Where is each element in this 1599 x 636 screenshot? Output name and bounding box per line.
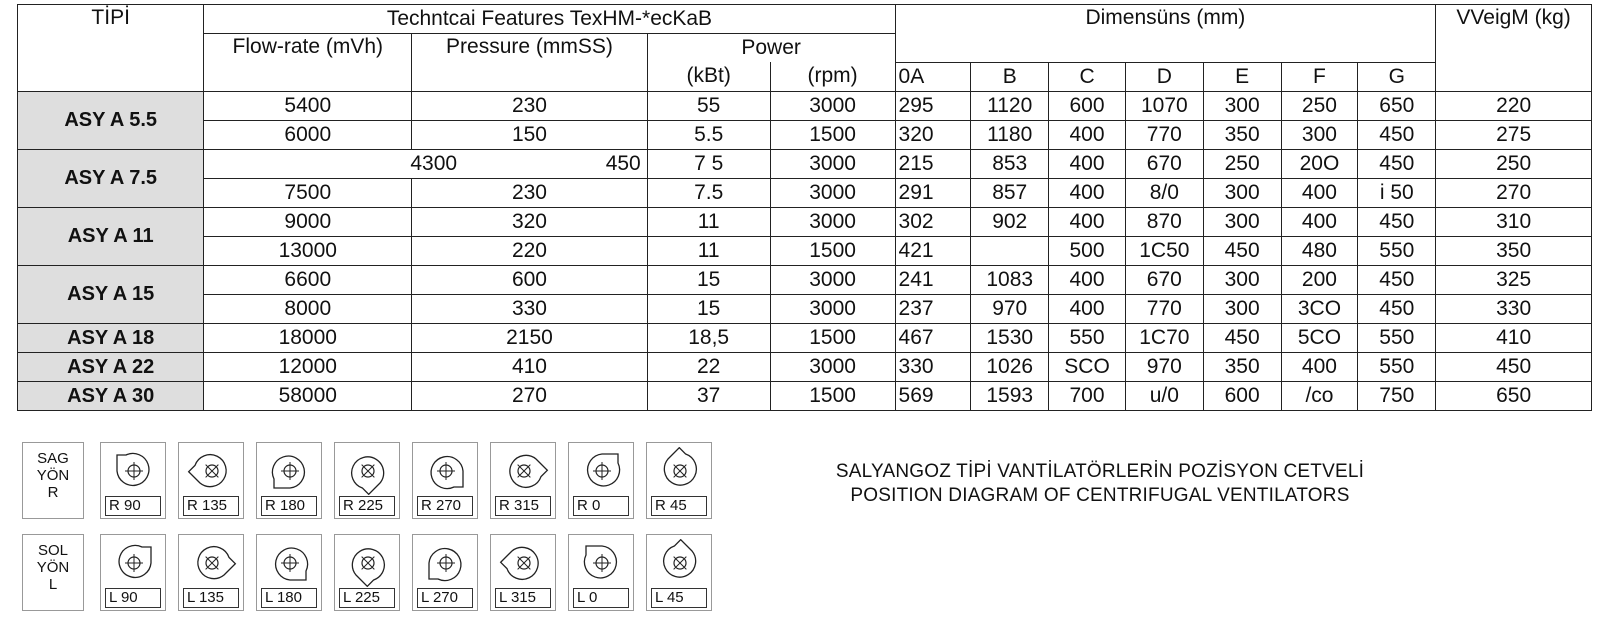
position-label: L 270	[417, 588, 473, 608]
kbt-value: 55	[647, 91, 770, 120]
position-cell	[568, 442, 634, 519]
w-value: 410	[1436, 323, 1592, 352]
fan-scroll-icon	[187, 539, 237, 587]
position-label: L 315	[495, 588, 551, 608]
position-cell	[490, 442, 556, 519]
b-value: 1120	[971, 91, 1049, 120]
header-g: G	[1358, 62, 1436, 91]
g-value: 650	[1358, 91, 1436, 120]
table-row	[18, 265, 1592, 294]
diagram-caption	[750, 460, 1450, 508]
position-cell	[646, 534, 712, 611]
direction-label-line: R	[47, 484, 59, 501]
w-value: 325	[1436, 265, 1592, 294]
position-cell	[334, 534, 400, 611]
flow-value: 18000	[204, 323, 412, 352]
position-cell	[178, 442, 244, 519]
c-value: 400	[1049, 207, 1126, 236]
w-value: 270	[1436, 178, 1592, 207]
pressure-value: 410	[412, 352, 648, 381]
position-label: L 225	[339, 588, 395, 608]
pressure-value: 600	[412, 265, 648, 294]
e-value: 300	[1203, 265, 1281, 294]
header-rpm: (rpm)	[770, 62, 895, 91]
fan-scroll-icon	[421, 539, 471, 587]
c-value: 700	[1049, 381, 1126, 410]
a-value: 291	[895, 178, 971, 207]
table-row	[18, 178, 1592, 207]
position-label: R 315	[495, 496, 551, 516]
d-value: 770	[1125, 294, 1203, 323]
pressure-value: 150	[412, 120, 648, 149]
kbt-value: 15	[647, 265, 770, 294]
c-value: 550	[1049, 323, 1126, 352]
w-value: 250	[1436, 149, 1592, 178]
e-value: 450	[1203, 236, 1281, 265]
position-label: R 135	[183, 496, 239, 516]
e-value: 300	[1203, 294, 1281, 323]
position-cell	[100, 534, 166, 611]
flow-value: 13000	[204, 236, 412, 265]
pressure-value: 220	[412, 236, 648, 265]
pressure-value: 2150	[412, 323, 648, 352]
d-value: 1C50	[1125, 236, 1203, 265]
flow-value: 7500	[204, 178, 412, 207]
fan-scroll-icon	[499, 539, 549, 587]
position-label: L 135	[183, 588, 239, 608]
position-label: L 0	[573, 588, 629, 608]
model-name: ASY A 7.5	[18, 149, 204, 207]
rpm-value: 3000	[770, 178, 895, 207]
e-value: 300	[1203, 178, 1281, 207]
fan-scroll-icon	[343, 539, 393, 587]
e-value: 600	[1203, 381, 1281, 410]
header-flow: Flow-rate (mVh)	[204, 34, 412, 92]
position-cell	[256, 442, 322, 519]
f-value: /co	[1281, 381, 1358, 410]
e-value: 300	[1203, 91, 1281, 120]
d-value: 970	[1125, 352, 1203, 381]
pressure-value: 230	[412, 91, 648, 120]
table-row	[18, 381, 1592, 410]
kbt-value: 18,5	[647, 323, 770, 352]
header-weight: VVeigM (kg)	[1436, 5, 1592, 92]
flow-value: 58000	[204, 381, 412, 410]
fan-scroll-icon	[109, 539, 159, 587]
a-value: 237	[895, 294, 971, 323]
model-name: ASY A 18	[18, 323, 204, 352]
position-label: R 180	[261, 496, 317, 516]
pressure-value: 330	[412, 294, 648, 323]
c-value: SCO	[1049, 352, 1126, 381]
header-power: Power	[647, 34, 895, 63]
table-row	[18, 236, 1592, 265]
f-value: 400	[1281, 178, 1358, 207]
header-dims: Dimensüns (mm)	[895, 5, 1436, 63]
rpm-value: 1500	[770, 381, 895, 410]
f-value: 400	[1281, 207, 1358, 236]
c-value: 400	[1049, 294, 1126, 323]
position-label: R 225	[339, 496, 395, 516]
left-label	[22, 534, 84, 611]
position-cell	[568, 534, 634, 611]
position-cell	[334, 442, 400, 519]
flow-value: 12000	[204, 352, 412, 381]
a-value: 330	[895, 352, 971, 381]
rpm-value: 3000	[770, 294, 895, 323]
b-value: 1083	[971, 265, 1049, 294]
f-value: 3CO	[1281, 294, 1358, 323]
position-cell	[412, 442, 478, 519]
d-value: 770	[1125, 120, 1203, 149]
flow-value: 6000	[204, 120, 412, 149]
direction-label-line: YÖN	[36, 559, 70, 576]
g-value: 550	[1358, 323, 1436, 352]
caption-line-2: POSITION DIAGRAM OF CENTRIFUGAL VENTILATORS	[850, 485, 1350, 506]
model-name: ASY A 11	[18, 207, 204, 265]
fan-scroll-icon	[265, 539, 315, 587]
direction-label-line: YÖN	[36, 467, 70, 484]
table-row	[18, 294, 1592, 323]
flow-pressure-merged-cell	[204, 149, 647, 178]
flow-value: 6600	[204, 265, 412, 294]
e-value: 450	[1203, 323, 1281, 352]
b-value: 853	[971, 149, 1049, 178]
a-value: 569	[895, 381, 971, 410]
model-name: ASY A 22	[18, 352, 204, 381]
rpm-value: 3000	[770, 91, 895, 120]
kbt-value: 11	[647, 207, 770, 236]
e-value: 300	[1203, 207, 1281, 236]
model-name: ASY A 5.5	[18, 91, 204, 149]
e-value: 350	[1203, 120, 1281, 149]
rpm-value: 3000	[770, 352, 895, 381]
b-value: 1593	[971, 381, 1049, 410]
c-value: 500	[1049, 236, 1126, 265]
fan-scroll-icon	[343, 447, 393, 495]
fan-scroll-icon	[655, 447, 705, 495]
b-value: 1026	[971, 352, 1049, 381]
table-row	[18, 352, 1592, 381]
c-value: 400	[1049, 265, 1126, 294]
model-name: ASY A 15	[18, 265, 204, 323]
c-value: 400	[1049, 178, 1126, 207]
caption-line-1: SALYANGOZ TİPİ VANTİLATÖRLERİN POZİSYON CETVELİ	[835, 461, 1365, 482]
header-tech: Techntcai Features TexHM-*ecKaB	[204, 5, 895, 34]
right-label	[22, 442, 84, 519]
w-value: 220	[1436, 91, 1592, 120]
d-value: 670	[1125, 265, 1203, 294]
table-row	[18, 323, 1592, 352]
header-d: D	[1125, 62, 1203, 91]
pressure-value: 230	[412, 178, 648, 207]
header-b: B	[971, 62, 1049, 91]
g-value: 750	[1358, 381, 1436, 410]
direction-label-line: L	[48, 576, 58, 593]
a-value: 241	[895, 265, 971, 294]
pressure-value: 320	[412, 207, 648, 236]
position-cell	[256, 534, 322, 611]
position-label: R 0	[573, 496, 629, 516]
spec-table-body	[18, 91, 1592, 410]
position-label: L 180	[261, 588, 317, 608]
position-label: L 90	[105, 588, 161, 608]
header-f: F	[1281, 62, 1358, 91]
position-cell	[100, 442, 166, 519]
fan-scroll-icon	[109, 447, 159, 495]
g-value: 450	[1358, 149, 1436, 178]
d-value: 1070	[1125, 91, 1203, 120]
flow-value: 9000	[204, 207, 412, 236]
position-label: R 90	[105, 496, 161, 516]
a-value: 467	[895, 323, 971, 352]
header-e: E	[1203, 62, 1281, 91]
flow-value: 8000	[204, 294, 412, 323]
a-value: 215	[895, 149, 971, 178]
b-value: 857	[971, 178, 1049, 207]
table-row	[18, 207, 1592, 236]
kbt-value: 37	[647, 381, 770, 410]
flow-value: 5400	[204, 91, 412, 120]
f-value: 400	[1281, 352, 1358, 381]
a-value: 320	[895, 120, 971, 149]
flow-value: 4300	[410, 151, 458, 175]
g-value: 450	[1358, 207, 1436, 236]
fan-scroll-icon	[421, 447, 471, 495]
f-value: 200	[1281, 265, 1358, 294]
w-value: 275	[1436, 120, 1592, 149]
position-cell	[646, 442, 712, 519]
model-name: ASY A 30	[18, 381, 204, 410]
kbt-value: 22	[647, 352, 770, 381]
w-value: 650	[1436, 381, 1592, 410]
rpm-value: 3000	[770, 265, 895, 294]
fan-scroll-icon	[577, 539, 627, 587]
table-row	[18, 120, 1592, 149]
kbt-value: 11	[647, 236, 770, 265]
position-cell	[490, 534, 556, 611]
w-value: 310	[1436, 207, 1592, 236]
table-row	[18, 149, 1592, 178]
e-value: 250	[1203, 149, 1281, 178]
e-value: 350	[1203, 352, 1281, 381]
a-value: 295	[895, 91, 971, 120]
d-value: u/0	[1125, 381, 1203, 410]
g-value: 550	[1358, 352, 1436, 381]
rpm-value: 3000	[770, 207, 895, 236]
a-value: 302	[895, 207, 971, 236]
fan-scroll-icon	[187, 447, 237, 495]
header-type: TİPİ	[18, 5, 204, 92]
position-label: R 270	[417, 496, 473, 516]
position-cell	[412, 534, 478, 611]
fan-scroll-icon	[655, 539, 705, 587]
rpm-value: 1500	[770, 120, 895, 149]
f-value: 20O	[1281, 149, 1358, 178]
g-value: 550	[1358, 236, 1436, 265]
b-value: 902	[971, 207, 1049, 236]
g-value: 450	[1358, 120, 1436, 149]
kbt-value: 7.5	[647, 178, 770, 207]
a-value: 421	[895, 236, 971, 265]
table-row	[18, 91, 1592, 120]
d-value: 1C70	[1125, 323, 1203, 352]
f-value: 250	[1281, 91, 1358, 120]
g-value: 450	[1358, 265, 1436, 294]
w-value: 450	[1436, 352, 1592, 381]
w-value: 330	[1436, 294, 1592, 323]
b-value: 1180	[971, 120, 1049, 149]
kbt-value: 5.5	[647, 120, 770, 149]
c-value: 600	[1049, 91, 1126, 120]
b-value: 1530	[971, 323, 1049, 352]
fan-scroll-icon	[577, 447, 627, 495]
pressure-value: 450	[605, 151, 641, 175]
d-value: 670	[1125, 149, 1203, 178]
d-value: 8/0	[1125, 178, 1203, 207]
direction-label-line: SOL	[37, 542, 68, 559]
f-value: 5CO	[1281, 323, 1358, 352]
fan-scroll-icon	[265, 447, 315, 495]
header-c: C	[1049, 62, 1126, 91]
rpm-value: 1500	[770, 236, 895, 265]
g-value: 450	[1358, 294, 1436, 323]
position-label: R 45	[651, 496, 707, 516]
c-value: 400	[1049, 120, 1126, 149]
c-value: 400	[1049, 149, 1126, 178]
kbt-value: 15	[647, 294, 770, 323]
f-value: 300	[1281, 120, 1358, 149]
header-a: 0A	[895, 62, 971, 91]
position-cell	[178, 534, 244, 611]
b-value: 970	[971, 294, 1049, 323]
pressure-value: 270	[412, 381, 648, 410]
spec-table	[17, 4, 1592, 411]
f-value: 480	[1281, 236, 1358, 265]
kbt-value: 7 5	[647, 149, 770, 178]
header-pressure: Pressure (mmSS)	[412, 34, 648, 92]
rpm-value: 1500	[770, 323, 895, 352]
w-value: 350	[1436, 236, 1592, 265]
rpm-value: 3000	[770, 149, 895, 178]
fan-scroll-icon	[499, 447, 549, 495]
d-value: 870	[1125, 207, 1203, 236]
b-value	[971, 236, 1049, 265]
header-kbt: (kBt)	[647, 62, 770, 91]
position-label: L 45	[651, 588, 707, 608]
direction-label-line: SAG	[37, 450, 69, 467]
g-value: i 50	[1358, 178, 1436, 207]
